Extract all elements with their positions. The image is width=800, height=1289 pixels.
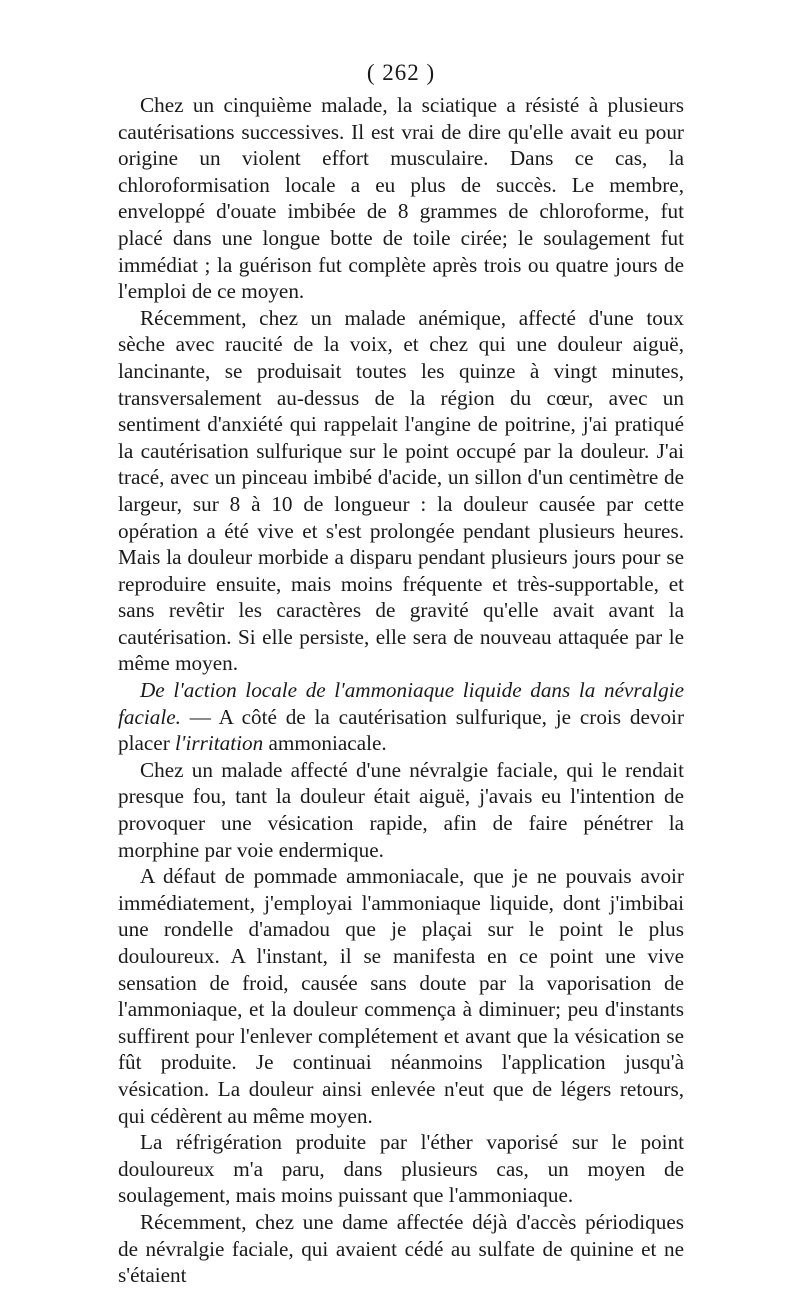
paragraph-dame [118, 1209, 684, 1289]
paragraph-cauterisation [118, 305, 684, 677]
paragraph-text: Chez un cinquième malade, la sciatique a résisté à plusieurs cautérisations successives. Il est vrai de dire qu'elle avait eu pour origine un violent effort musculaire. Dans ce cas, la chloroformisation locale a eu plus de succès. Le membre, enveloppé d'ouate imbibée de 8 grammes de chloroforme, fut placé dans une longue botte de toile cirée; le soulagement fut immédiat ; la guérison fut complète après trois ou quatre jours de l'emploi de ce moyen. [118, 93, 684, 304]
page-number: ( 262 ) [366, 60, 436, 85]
paragraph-text: — A côté de la cautérisation sulfurique, je crois devoir placer [118, 704, 684, 756]
paragraph-text: Récemment, chez une dame affectée déjà d'accès périodiques de névralgie faciale, qui avaient cédé au sulfate de quinine et ne s'étaient [118, 1209, 684, 1288]
paragraph-refrigeration [118, 1129, 684, 1209]
document-page [118, 58, 684, 1289]
paragraph-text: Chez un malade affecté d'une névralgie faciale, qui le rendait presque fou, tant la douleur était aiguë, j'avais eu l'intention de provoquer une vésication rapide, afin de faire pénétrer la morphine par voie endermique. [118, 757, 684, 862]
section-heading: De l'action locale de l'ammoniaque liquide dans la névralgie faciale. [118, 678, 684, 729]
paragraph-text: La réfrigération produite par l'éther vaporisé sur le point douloureux m'a paru, dans plusieurs cas, un moyen de soulagement, mais moins puissant que l'ammoniaque. [118, 1130, 684, 1208]
paragraph-text: A défaut de pommade ammoniacale, que je ne pouvais avoir immédiatement, j'employai l'ammoniaque liquide, dont j'imbibai une rondelle d'amadou que je plaçai sur le point le plus douloureux. A l'instant, il se manifesta en ce point une vive sensation de froid, causée sans doute par la vaporisation de l'ammoniaque, et la douleur commença à diminuer; peu d'instants suffirent pour l'enlever complétement et avant que la vésication se fût produite. Je continuai néanmoins l'application jusqu'à vésication. La douleur ainsi enlevée n'eut que de légers retours, qui cédèrent au même moyen. [118, 864, 684, 1128]
paragraph-pommade [118, 863, 684, 1129]
paragraph-text: Récemment, chez un malade anémique, affecté d'une toux sèche avec raucité de la voix, et chez qui une douleur aiguë, lancinante, se produisait toutes les quinze à vingt minutes, transversalement au-dessus de la région du cœur, avec un sentiment d'anxiété qui rappelait l'angine de poitrine, j'ai pratiqué la cautérisation sulfurique sur le point occupé par la douleur. J'ai tracé, avec un pinceau imbibé d'acide, un sillon d'un centimètre de largeur, sur 8 à 10 de longueur : la douleur causée par cette opération a été vive et s'est prolongée pendant plusieurs heures. Mais la douleur morbide a disparu pendant plusieurs jours pour se reproduire ensuite, mais moins fréquente et très-supportable, et sans revêtir les caractères de gravité qu'elle avait avant la cautérisation. Si elle persiste, elle sera de nouveau attaquée par le même moyen. [118, 305, 684, 676]
emphasis-text: l'irritation [175, 731, 264, 756]
paragraph-nevralgie-faciale [118, 757, 684, 863]
paragraph-text: ammoniacale. [263, 731, 387, 756]
paragraph-ammoniaque-heading [118, 677, 684, 757]
paragraph-sciatique [118, 92, 684, 305]
